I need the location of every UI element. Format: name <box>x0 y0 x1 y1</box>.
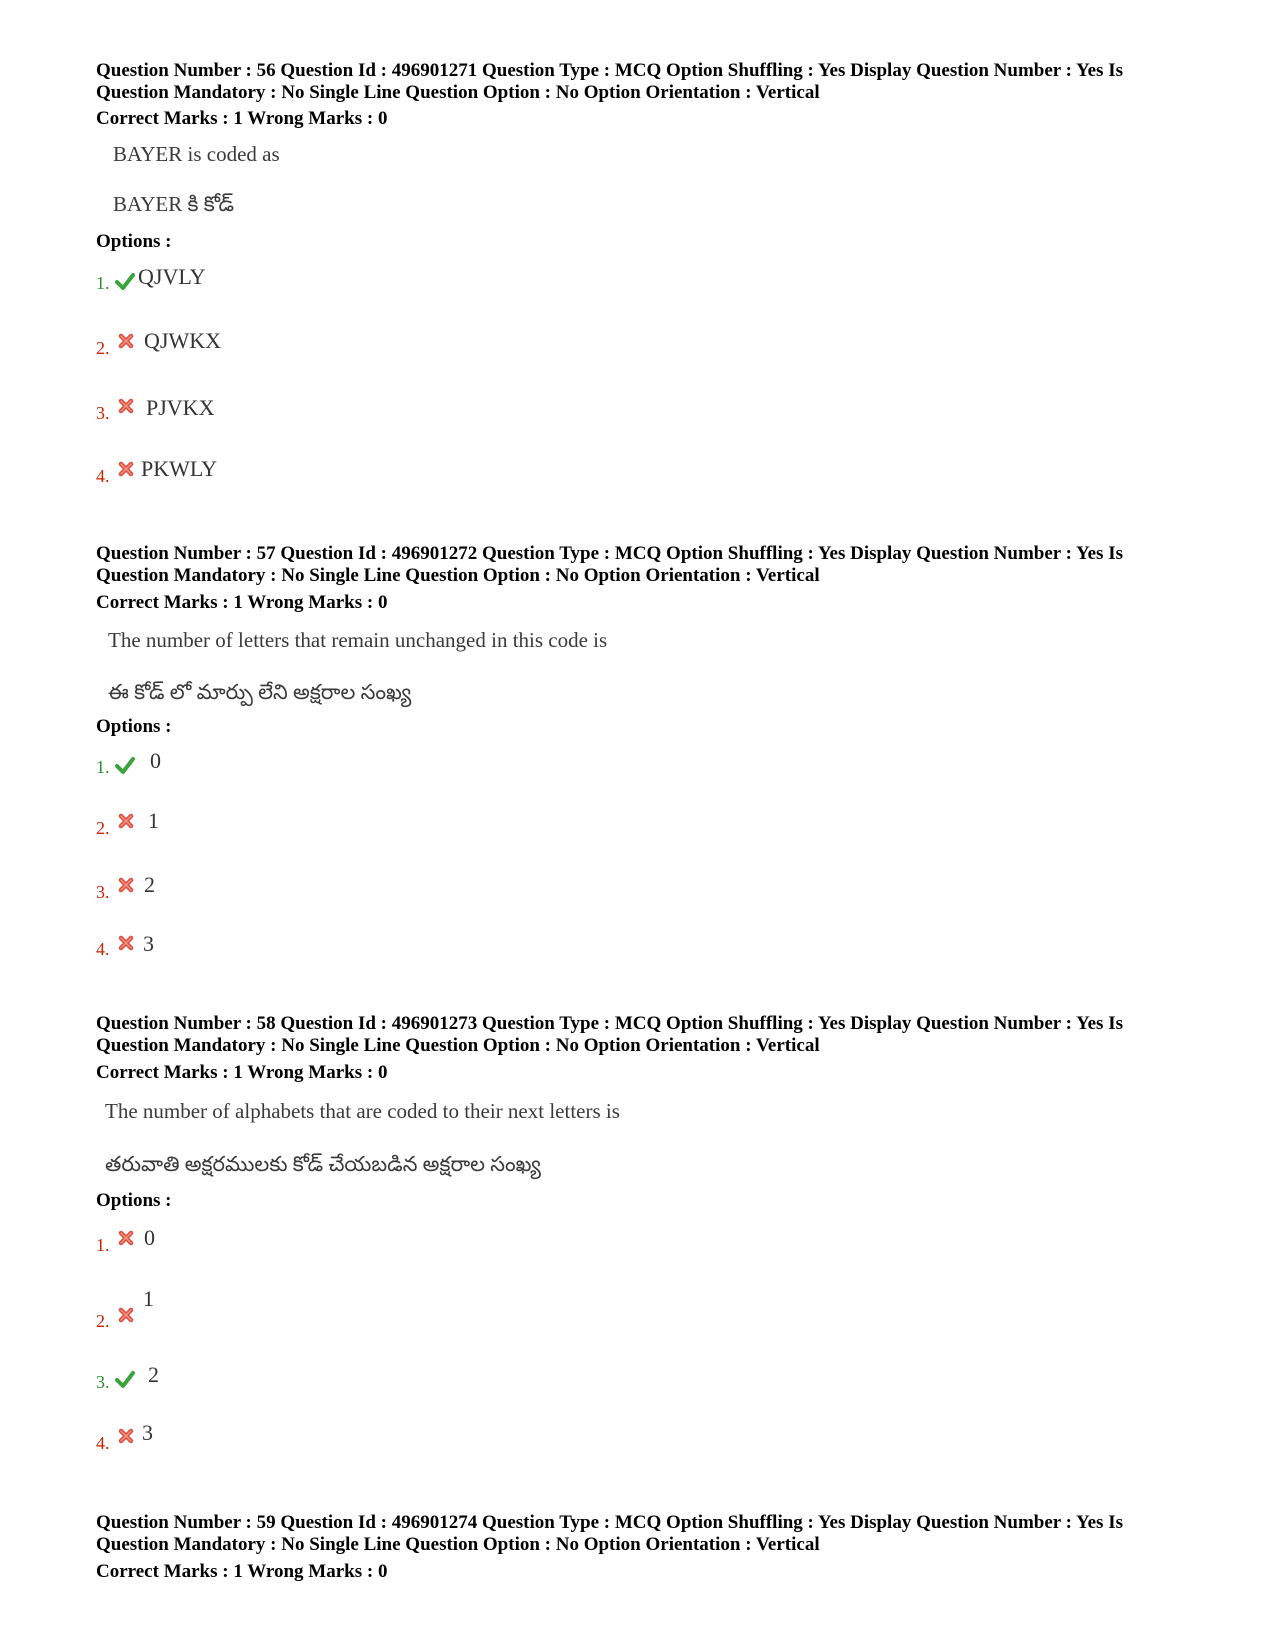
option-number: 4. <box>96 466 110 486</box>
option-value: 2 <box>148 1362 159 1387</box>
wrong-cross-icon <box>116 1426 136 1446</box>
option-number: 2. <box>96 1311 110 1331</box>
question-57-meta <box>96 543 1206 587</box>
question-59-meta <box>96 1512 1206 1556</box>
option-value: 0 <box>150 748 161 773</box>
meta-line-1: Question Number : 56 Question Id : 496901271 Question Type : MCQ Option Shuffling : Yes Display Question Number : Yes Is <box>96 60 1123 81</box>
meta-line-2: Question Mandatory : No Single Line Question Option : No Option Orientation : Vertical <box>96 1035 820 1056</box>
wrong-cross-icon <box>116 811 136 831</box>
correct-check-icon <box>115 271 135 291</box>
correct-check-icon <box>115 1369 135 1389</box>
meta-line-1: Question Number : 59 Question Id : 496901274 Question Type : MCQ Option Shuffling : Yes Display Question Number : Yes Is <box>96 1512 1123 1533</box>
question-56-text-english: BAYER is coded as <box>113 142 280 166</box>
option-value: 1 <box>148 808 159 833</box>
option-value: 3 <box>142 1420 153 1445</box>
option-number: 2. <box>96 338 110 358</box>
wrong-cross-icon <box>116 1228 136 1248</box>
wrong-cross-icon <box>116 459 136 479</box>
question-58-marks: Correct Marks : 1 Wrong Marks : 0 <box>96 1062 388 1083</box>
question-57-marks: Correct Marks : 1 Wrong Marks : 0 <box>96 592 388 613</box>
question-59-marks: Correct Marks : 1 Wrong Marks : 0 <box>96 1561 388 1582</box>
wrong-cross-icon <box>116 933 136 953</box>
question-58-text-telugu: తరువాతి అక్షరములకు కోడ్ చేయబడిన అక్షరాల సంఖ్య <box>105 1152 541 1176</box>
option-value: QJVLY <box>138 264 206 289</box>
option-value: 0 <box>144 1225 155 1250</box>
correct-check-icon <box>115 755 135 775</box>
option-number: 1. <box>96 757 110 777</box>
question-58-text-english: The number of alphabets that are coded to their next letters is <box>105 1099 620 1123</box>
question-56-options-heading: Options : <box>96 231 172 252</box>
wrong-cross-icon <box>116 331 136 351</box>
wrong-cross-icon <box>116 875 136 895</box>
option-value: 2 <box>144 872 155 897</box>
option-number: 1. <box>96 1235 110 1255</box>
question-56-marks: Correct Marks : 1 Wrong Marks : 0 <box>96 108 388 129</box>
question-56-meta <box>96 60 1206 104</box>
meta-line-1: Question Number : 58 Question Id : 496901273 Question Type : MCQ Option Shuffling : Yes Display Question Number : Yes Is <box>96 1013 1123 1034</box>
option-value: 3 <box>143 931 154 956</box>
option-value: PJVKX <box>146 395 215 420</box>
wrong-cross-icon <box>116 396 136 416</box>
option-number: 1. <box>96 273 110 293</box>
option-number: 3. <box>96 1372 110 1392</box>
option-number: 2. <box>96 818 110 838</box>
option-number: 3. <box>96 882 110 902</box>
question-57-text-telugu: ఈ కోడ్ లో మార్పు లేని అక్షరాల సంఖ్య <box>108 680 412 704</box>
option-number: 4. <box>96 939 110 959</box>
meta-line-2: Question Mandatory : No Single Line Question Option : No Option Orientation : Vertical <box>96 565 820 586</box>
meta-line-1: Question Number : 57 Question Id : 496901272 Question Type : MCQ Option Shuffling : Yes Display Question Number : Yes Is <box>96 543 1123 564</box>
option-number: 3. <box>96 403 110 423</box>
meta-line-2: Question Mandatory : No Single Line Question Option : No Option Orientation : Vertical <box>96 82 820 103</box>
option-value: QJWKX <box>144 328 221 353</box>
wrong-cross-icon <box>116 1305 136 1325</box>
question-57-options-heading: Options : <box>96 716 172 737</box>
meta-line-2: Question Mandatory : No Single Line Question Option : No Option Orientation : Vertical <box>96 1534 820 1555</box>
option-value: PKWLY <box>141 456 218 481</box>
option-number: 4. <box>96 1433 110 1453</box>
question-58-options-heading: Options : <box>96 1190 172 1211</box>
question-58-meta <box>96 1013 1206 1057</box>
option-value: 1 <box>143 1286 154 1311</box>
question-57-text-english: The number of letters that remain unchanged in this code is <box>108 628 608 652</box>
question-56-text-telugu: BAYER కి కోడ్ <box>113 192 235 216</box>
